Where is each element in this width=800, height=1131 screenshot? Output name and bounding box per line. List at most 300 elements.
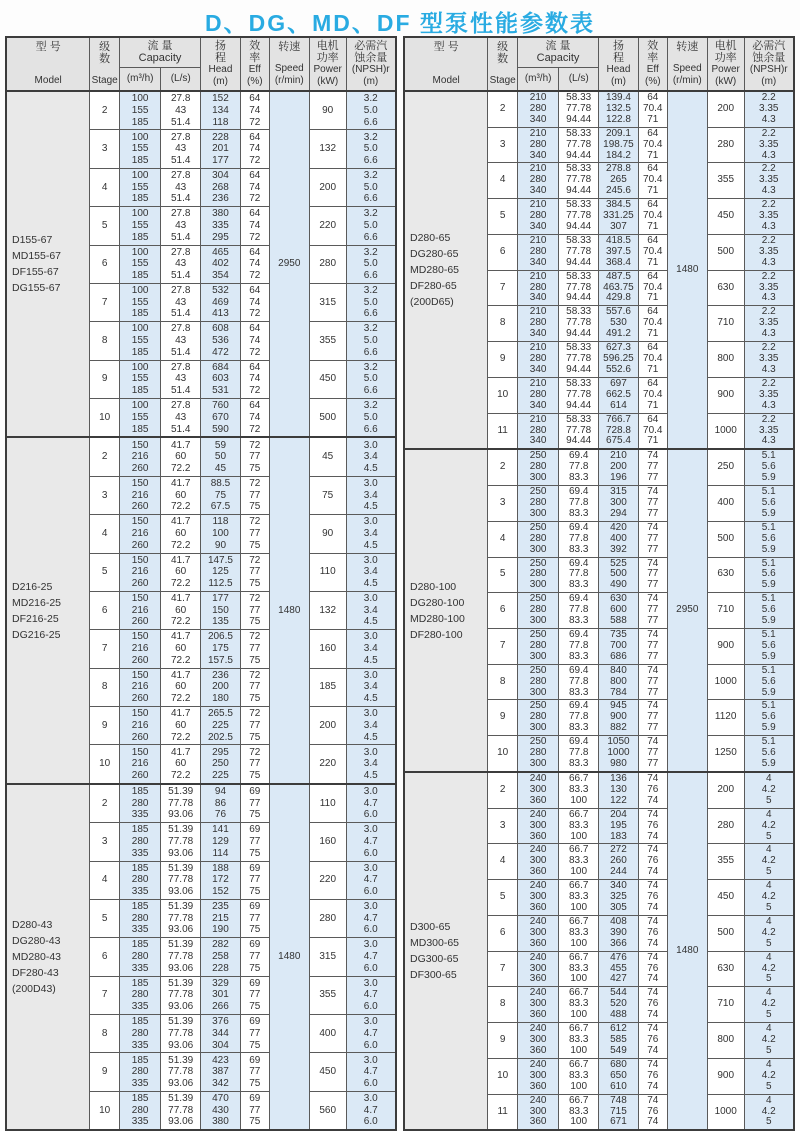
- power-cell: 280: [309, 899, 346, 937]
- capacity-m3h-cell: 240 300 360: [517, 844, 558, 880]
- head-cell: 272 260 244: [599, 844, 639, 880]
- power-cell: 400: [309, 1015, 346, 1053]
- npsh-cell: 4 4.2 5: [744, 880, 794, 916]
- capacity-ls-cell: 58.33 77.78 94.44: [559, 342, 599, 378]
- col-header-speed: 转速 Speed (r/min): [667, 37, 707, 91]
- eff-cell: 72 77 75: [240, 668, 269, 706]
- capacity-ls-cell: 41.7 60 72.2: [161, 630, 201, 668]
- head-cell: 118 100 90: [201, 515, 241, 553]
- head-cell: 278.8 265 245.6: [599, 163, 639, 199]
- model-cell: [6, 91, 90, 437]
- model-name: DF155-67: [12, 266, 59, 279]
- capacity-ls-cell: 51.39 77.78 93.06: [161, 1053, 201, 1091]
- capacity-ls-cell: 66.7 83.3 100: [559, 772, 599, 808]
- stage-cell: 6: [488, 915, 518, 951]
- npsh-cell: 4 4.2 5: [744, 772, 794, 808]
- power-cell: 450: [707, 199, 744, 235]
- power-cell: 710: [707, 306, 744, 342]
- stage-row: [404, 772, 794, 808]
- head-cell: 476 455 427: [599, 951, 639, 987]
- eff-cell: 64 70.4 71: [638, 199, 667, 235]
- model-name: D155-67: [12, 234, 53, 247]
- stage-cell: 3: [90, 476, 120, 514]
- head-cell: 315 300 294: [599, 486, 639, 522]
- npsh-cell: 4 4.2 5: [744, 951, 794, 987]
- model-cell: [404, 449, 488, 772]
- npsh-cell: 3.2 5.0 6.6: [346, 91, 396, 130]
- npsh-cell: 2.2 3.35 4.3: [744, 342, 794, 378]
- capacity-ls-cell: 66.7 83.3 100: [559, 1094, 599, 1130]
- head-cell: 487.5 463.75 429.8: [599, 270, 639, 306]
- capacity-m3h-cell: 250 280 300: [517, 629, 558, 665]
- capacity-ls-cell: 58.33 77.78 94.44: [559, 413, 599, 449]
- stage-cell: 5: [90, 553, 120, 591]
- power-cell: 900: [707, 1058, 744, 1094]
- model-name: MD300-65: [410, 937, 460, 950]
- capacity-m3h-cell: 250 280 300: [517, 449, 558, 485]
- stage-row: [6, 91, 396, 130]
- capacity-m3h-cell: 150 216 260: [119, 745, 160, 784]
- npsh-cell: 3.0 4.7 6.0: [346, 938, 396, 976]
- capacity-ls-cell: 69.4 77.8 83.3: [559, 449, 599, 485]
- eff-cell: 74 77 77: [638, 521, 667, 557]
- capacity-m3h-cell: 240 300 360: [517, 987, 558, 1023]
- stage-cell: 7: [90, 630, 120, 668]
- stage-cell: 9: [90, 360, 120, 398]
- eff-cell: 64 70.4 71: [638, 377, 667, 413]
- eff-cell: 69 77 75: [240, 1015, 269, 1053]
- capacity-ls-cell: 58.33 77.78 94.44: [559, 270, 599, 306]
- head-cell: 295 250 225: [201, 745, 241, 784]
- eff-cell: 74 76 74: [638, 880, 667, 916]
- model-name: DG300-65: [410, 953, 459, 966]
- power-cell: 220: [309, 745, 346, 784]
- power-cell: 630: [707, 951, 744, 987]
- power-cell: 710: [707, 987, 744, 1023]
- power-cell: 315: [309, 938, 346, 976]
- capacity-ls-cell: 66.7 83.3 100: [559, 915, 599, 951]
- head-cell: 141 129 114: [201, 823, 241, 861]
- power-cell: 280: [707, 808, 744, 844]
- npsh-cell: 2.2 3.35 4.3: [744, 91, 794, 127]
- npsh-cell: 2.2 3.35 4.3: [744, 306, 794, 342]
- npsh-cell: 3.0 3.4 4.5: [346, 630, 396, 668]
- head-cell: 1050 1000 980: [599, 736, 639, 772]
- capacity-m3h-cell: 240 300 360: [517, 1094, 558, 1130]
- head-cell: 88.5 75 67.5: [201, 476, 241, 514]
- power-cell: 500: [309, 399, 346, 438]
- eff-cell: 64 70.4 71: [638, 413, 667, 449]
- capacity-ls-cell: 51.39 77.78 93.06: [161, 1015, 201, 1053]
- model-cell: [6, 437, 90, 783]
- capacity-m3h-cell: 150 216 260: [119, 668, 160, 706]
- power-cell: 75: [309, 476, 346, 514]
- capacity-m3h-cell: 150 216 260: [119, 707, 160, 745]
- npsh-cell: 3.2 5.0 6.6: [346, 130, 396, 168]
- model-name: DG280-65: [410, 248, 459, 261]
- capacity-ls-cell: 66.7 83.3 100: [559, 880, 599, 916]
- power-cell: 132: [309, 591, 346, 629]
- capacity-m3h-cell: 250 280 300: [517, 486, 558, 522]
- stage-cell: 10: [488, 736, 518, 772]
- npsh-cell: 3.0 3.4 4.5: [346, 553, 396, 591]
- head-cell: 380 335 295: [201, 207, 241, 245]
- eff-cell: 72 77 75: [240, 630, 269, 668]
- capacity-m3h-cell: 210 280 340: [517, 270, 558, 306]
- stage-cell: 8: [90, 322, 120, 360]
- model-name: MD280-65: [410, 264, 460, 277]
- capacity-ls-cell: 41.7 60 72.2: [161, 668, 201, 706]
- head-cell: 204 195 183: [599, 808, 639, 844]
- model-name: MD155-67: [12, 250, 62, 263]
- head-cell: 465 402 354: [201, 245, 241, 283]
- npsh-cell: 3.2 5.0 6.6: [346, 245, 396, 283]
- capacity-ls-cell: 27.8 43 51.4: [161, 322, 201, 360]
- capacity-ls-cell: 51.39 77.78 93.06: [161, 823, 201, 861]
- power-cell: 450: [309, 360, 346, 398]
- head-cell: 557.6 530 491.2: [599, 306, 639, 342]
- power-cell: 160: [309, 630, 346, 668]
- head-cell: 136 130 122: [599, 772, 639, 808]
- power-cell: 710: [707, 593, 744, 629]
- capacity-m3h-cell: 185 280 335: [119, 976, 160, 1014]
- eff-cell: 74 77 77: [638, 449, 667, 485]
- capacity-ls-cell: 58.33 77.78 94.44: [559, 91, 599, 127]
- power-cell: 500: [707, 234, 744, 270]
- head-cell: 282 258 228: [201, 938, 241, 976]
- capacity-m3h-cell: 250 280 300: [517, 664, 558, 700]
- capacity-ls-cell: 69.4 77.8 83.3: [559, 521, 599, 557]
- model-name: MD280-100: [410, 612, 465, 625]
- eff-cell: 72 77 75: [240, 707, 269, 745]
- npsh-cell: 2.2 3.35 4.3: [744, 127, 794, 163]
- power-cell: 220: [309, 207, 346, 245]
- head-cell: 265.5 225 202.5: [201, 707, 241, 745]
- speed-cell: 2950: [269, 91, 309, 437]
- head-cell: 544 520 488: [599, 987, 639, 1023]
- capacity-ls-cell: 27.8 43 51.4: [161, 91, 201, 130]
- npsh-cell: 3.2 5.0 6.6: [346, 360, 396, 398]
- power-cell: 500: [707, 521, 744, 557]
- capacity-ls-cell: 51.39 77.78 93.06: [161, 899, 201, 937]
- capacity-m3h-cell: 210 280 340: [517, 413, 558, 449]
- stage-cell: 8: [488, 306, 518, 342]
- stage-cell: 2: [488, 91, 518, 127]
- capacity-ls-cell: 41.7 60 72.2: [161, 707, 201, 745]
- model-name: DG280-100: [410, 596, 465, 609]
- power-cell: 1000: [707, 664, 744, 700]
- eff-cell: 64 70.4 71: [638, 91, 667, 127]
- npsh-cell: 3.0 3.4 4.5: [346, 437, 396, 476]
- model-name: DF280-65: [410, 280, 457, 293]
- power-cell: 250: [707, 449, 744, 485]
- capacity-ls-cell: 69.4 77.8 83.3: [559, 664, 599, 700]
- capacity-ls-cell: 66.7 83.3 100: [559, 808, 599, 844]
- col-header-npsh: 必需汽 蚀余量 (NPSH)r (m): [744, 37, 794, 91]
- eff-cell: 74 77 77: [638, 593, 667, 629]
- eff-cell: 64 74 72: [240, 245, 269, 283]
- npsh-cell: 5.1 5.6 5.9: [744, 557, 794, 593]
- stage-cell: 3: [488, 486, 518, 522]
- head-cell: 188 172 152: [201, 861, 241, 899]
- eff-cell: 69 77 75: [240, 899, 269, 937]
- head-cell: 408 390 366: [599, 915, 639, 951]
- stage-cell: 9: [488, 342, 518, 378]
- capacity-m3h-cell: 210 280 340: [517, 234, 558, 270]
- col-header-head: 扬 程 Head (m): [201, 37, 241, 91]
- stage-cell: 7: [90, 283, 120, 321]
- capacity-ls-cell: 51.39 77.78 93.06: [161, 976, 201, 1014]
- head-cell: 697 662.5 614: [599, 377, 639, 413]
- head-cell: 228 201 177: [201, 130, 241, 168]
- speed-cell: 1480: [269, 437, 309, 783]
- stage-cell: 4: [90, 515, 120, 553]
- npsh-cell: 5.1 5.6 5.9: [744, 521, 794, 557]
- head-cell: 766.7 728.8 675.4: [599, 413, 639, 449]
- capacity-ls-cell: 27.8 43 51.4: [161, 360, 201, 398]
- col-header-model: 型 号 Model: [6, 37, 90, 91]
- head-cell: 210 200 196: [599, 449, 639, 485]
- model-name: D280-100: [410, 580, 457, 593]
- power-cell: 220: [309, 861, 346, 899]
- head-cell: 384.5 331.25 307: [599, 199, 639, 235]
- capacity-m3h-cell: 150 216 260: [119, 591, 160, 629]
- capacity-ls-cell: 27.8 43 51.4: [161, 168, 201, 206]
- col-header-capacity-ls: (L/s): [559, 67, 599, 91]
- power-cell: 200: [707, 91, 744, 127]
- npsh-cell: 3.2 5.0 6.6: [346, 168, 396, 206]
- eff-cell: 74 77 77: [638, 486, 667, 522]
- head-cell: 59 50 45: [201, 437, 241, 476]
- eff-cell: 64 74 72: [240, 130, 269, 168]
- eff-cell: 69 77 75: [240, 823, 269, 861]
- capacity-m3h-cell: 150 216 260: [119, 437, 160, 476]
- npsh-cell: 3.0 4.7 6.0: [346, 1053, 396, 1091]
- capacity-m3h-cell: 185 280 335: [119, 1091, 160, 1130]
- col-header-capacity-ls: (L/s): [161, 67, 201, 91]
- stage-cell: 8: [488, 664, 518, 700]
- npsh-cell: 4 4.2 5: [744, 844, 794, 880]
- head-cell: 147.5 125 112.5: [201, 553, 241, 591]
- capacity-ls-cell: 41.7 60 72.2: [161, 553, 201, 591]
- npsh-cell: 4 4.2 5: [744, 915, 794, 951]
- capacity-ls-cell: 51.39 77.78 93.06: [161, 861, 201, 899]
- npsh-cell: 5.1 5.6 5.9: [744, 664, 794, 700]
- pump-table-left: [5, 36, 397, 1131]
- stage-cell: 3: [488, 127, 518, 163]
- power-cell: 630: [707, 270, 744, 306]
- capacity-m3h-cell: 150 216 260: [119, 553, 160, 591]
- eff-cell: 74 76 74: [638, 951, 667, 987]
- stage-cell: 4: [488, 521, 518, 557]
- capacity-ls-cell: 69.4 77.8 83.3: [559, 700, 599, 736]
- model-name: DG216-25: [12, 628, 61, 641]
- model-name: MD280-43: [12, 951, 62, 964]
- power-cell: 355: [309, 976, 346, 1014]
- model-name: DF216-25: [12, 612, 59, 625]
- tables-container: [0, 36, 800, 1131]
- capacity-m3h-cell: 100 155 185: [119, 130, 160, 168]
- npsh-cell: 3.0 3.4 4.5: [346, 515, 396, 553]
- col-header-npsh: 必需汽 蚀余量 (NPSH)r (m): [346, 37, 396, 91]
- npsh-cell: 5.1 5.6 5.9: [744, 449, 794, 485]
- head-cell: 627.3 596.25 552.6: [599, 342, 639, 378]
- head-cell: 418.5 397.5 368.4: [599, 234, 639, 270]
- capacity-m3h-cell: 210 280 340: [517, 91, 558, 127]
- capacity-m3h-cell: 250 280 300: [517, 521, 558, 557]
- capacity-m3h-cell: 210 280 340: [517, 342, 558, 378]
- stage-cell: 11: [488, 413, 518, 449]
- capacity-ls-cell: 58.33 77.78 94.44: [559, 163, 599, 199]
- capacity-ls-cell: 58.33 77.78 94.44: [559, 234, 599, 270]
- speed-cell: 1480: [667, 91, 707, 449]
- capacity-ls-cell: 27.8 43 51.4: [161, 207, 201, 245]
- capacity-ls-cell: 51.39 77.78 93.06: [161, 1091, 201, 1130]
- power-cell: 630: [707, 557, 744, 593]
- eff-cell: 72 77 75: [240, 553, 269, 591]
- power-cell: 800: [707, 1023, 744, 1059]
- capacity-m3h-cell: 185 280 335: [119, 938, 160, 976]
- eff-cell: 74 76 74: [638, 808, 667, 844]
- power-cell: 450: [707, 880, 744, 916]
- power-cell: 560: [309, 1091, 346, 1130]
- stage-cell: 7: [488, 629, 518, 665]
- capacity-ls-cell: 41.7 60 72.2: [161, 476, 201, 514]
- head-cell: 630 600 588: [599, 593, 639, 629]
- head-cell: 680 650 610: [599, 1058, 639, 1094]
- power-cell: 110: [309, 784, 346, 823]
- model-name: MD216-25: [12, 596, 62, 609]
- eff-cell: 74 76 74: [638, 1094, 667, 1130]
- capacity-m3h-cell: 185 280 335: [119, 1015, 160, 1053]
- capacity-ls-cell: 66.7 83.3 100: [559, 951, 599, 987]
- eff-cell: 64 74 72: [240, 322, 269, 360]
- power-cell: 185: [309, 668, 346, 706]
- stage-cell: 7: [90, 976, 120, 1014]
- head-cell: 304 268 236: [201, 168, 241, 206]
- capacity-m3h-cell: 240 300 360: [517, 1023, 558, 1059]
- stage-cell: 9: [90, 1053, 120, 1091]
- npsh-cell: 3.2 5.0 6.6: [346, 399, 396, 438]
- head-cell: 760 670 590: [201, 399, 241, 438]
- speed-cell: 1480: [667, 772, 707, 1130]
- capacity-m3h-cell: 240 300 360: [517, 772, 558, 808]
- stage-cell: 2: [488, 772, 518, 808]
- stage-cell: 3: [90, 130, 120, 168]
- capacity-m3h-cell: 150 216 260: [119, 630, 160, 668]
- npsh-cell: 2.2 3.35 4.3: [744, 413, 794, 449]
- power-cell: 500: [707, 915, 744, 951]
- head-cell: 329 301 266: [201, 976, 241, 1014]
- capacity-ls-cell: 58.33 77.78 94.44: [559, 306, 599, 342]
- power-cell: 1000: [707, 413, 744, 449]
- head-cell: 340 325 305: [599, 880, 639, 916]
- npsh-cell: 2.2 3.35 4.3: [744, 234, 794, 270]
- head-cell: 840 800 784: [599, 664, 639, 700]
- npsh-cell: 3.0 3.4 4.5: [346, 668, 396, 706]
- npsh-cell: 3.0 4.7 6.0: [346, 823, 396, 861]
- eff-cell: 74 77 77: [638, 664, 667, 700]
- stage-cell: 6: [90, 938, 120, 976]
- table-header: [404, 37, 794, 91]
- model-name: DF280-43: [12, 967, 59, 980]
- stage-cell: 6: [90, 591, 120, 629]
- power-cell: 160: [309, 823, 346, 861]
- stage-cell: 5: [488, 557, 518, 593]
- eff-cell: 74 76 74: [638, 772, 667, 808]
- model-name: (200D43): [12, 983, 56, 996]
- power-cell: 90: [309, 515, 346, 553]
- head-cell: 945 900 882: [599, 700, 639, 736]
- stage-cell: 2: [90, 91, 120, 130]
- speed-cell: 2950: [667, 449, 707, 772]
- eff-cell: 64 74 72: [240, 168, 269, 206]
- npsh-cell: 4 4.2 5: [744, 1094, 794, 1130]
- capacity-ls-cell: 66.7 83.3 100: [559, 987, 599, 1023]
- eff-cell: 64 74 72: [240, 207, 269, 245]
- stage-cell: 7: [488, 951, 518, 987]
- capacity-m3h-cell: 210 280 340: [517, 306, 558, 342]
- stage-cell: 10: [90, 1091, 120, 1130]
- head-cell: 139.4 132.5 122.8: [599, 91, 639, 127]
- eff-cell: 64 74 72: [240, 399, 269, 438]
- stage-row: [404, 449, 794, 485]
- npsh-cell: 3.0 4.7 6.0: [346, 1015, 396, 1053]
- page-title: D、DG、MD、DF 型泵性能参数表: [205, 10, 595, 36]
- power-cell: 355: [707, 844, 744, 880]
- capacity-ls-cell: 66.7 83.3 100: [559, 1023, 599, 1059]
- pump-table-right: [403, 36, 795, 1131]
- capacity-ls-cell: 69.4 77.8 83.3: [559, 557, 599, 593]
- capacity-m3h-cell: 250 280 300: [517, 736, 558, 772]
- power-cell: 1250: [707, 736, 744, 772]
- power-cell: 90: [309, 91, 346, 130]
- head-cell: 206.5 175 157.5: [201, 630, 241, 668]
- eff-cell: 72 77 75: [240, 591, 269, 629]
- capacity-ls-cell: 58.33 77.78 94.44: [559, 199, 599, 235]
- stage-cell: 9: [488, 1023, 518, 1059]
- col-header-capacity-m3h: (m³/h): [517, 67, 558, 91]
- power-cell: 280: [309, 245, 346, 283]
- capacity-ls-cell: 41.7 60 72.2: [161, 591, 201, 629]
- stage-cell: 4: [90, 861, 120, 899]
- capacity-m3h-cell: 150 216 260: [119, 515, 160, 553]
- model-name: D280-43: [12, 919, 53, 932]
- power-cell: 355: [707, 163, 744, 199]
- npsh-cell: 3.0 3.4 4.5: [346, 476, 396, 514]
- npsh-cell: 3.0 4.7 6.0: [346, 976, 396, 1014]
- capacity-ls-cell: 69.4 77.8 83.3: [559, 629, 599, 665]
- stage-cell: 5: [90, 899, 120, 937]
- capacity-m3h-cell: 185 280 335: [119, 899, 160, 937]
- capacity-ls-cell: 69.4 77.8 83.3: [559, 593, 599, 629]
- power-cell: 132: [309, 130, 346, 168]
- stage-cell: 4: [488, 163, 518, 199]
- capacity-m3h-cell: 240 300 360: [517, 915, 558, 951]
- model-name: D216-25: [12, 580, 53, 593]
- eff-cell: 72 77 75: [240, 745, 269, 784]
- npsh-cell: 5.1 5.6 5.9: [744, 700, 794, 736]
- capacity-m3h-cell: 210 280 340: [517, 199, 558, 235]
- capacity-m3h-cell: 100 155 185: [119, 322, 160, 360]
- capacity-m3h-cell: 185 280 335: [119, 1053, 160, 1091]
- eff-cell: 74 76 74: [638, 1058, 667, 1094]
- capacity-ls-cell: 41.7 60 72.2: [161, 437, 201, 476]
- npsh-cell: 3.2 5.0 6.6: [346, 207, 396, 245]
- power-cell: 1000: [707, 1094, 744, 1130]
- npsh-cell: 2.2 3.35 4.3: [744, 377, 794, 413]
- stage-cell: 8: [90, 1015, 120, 1053]
